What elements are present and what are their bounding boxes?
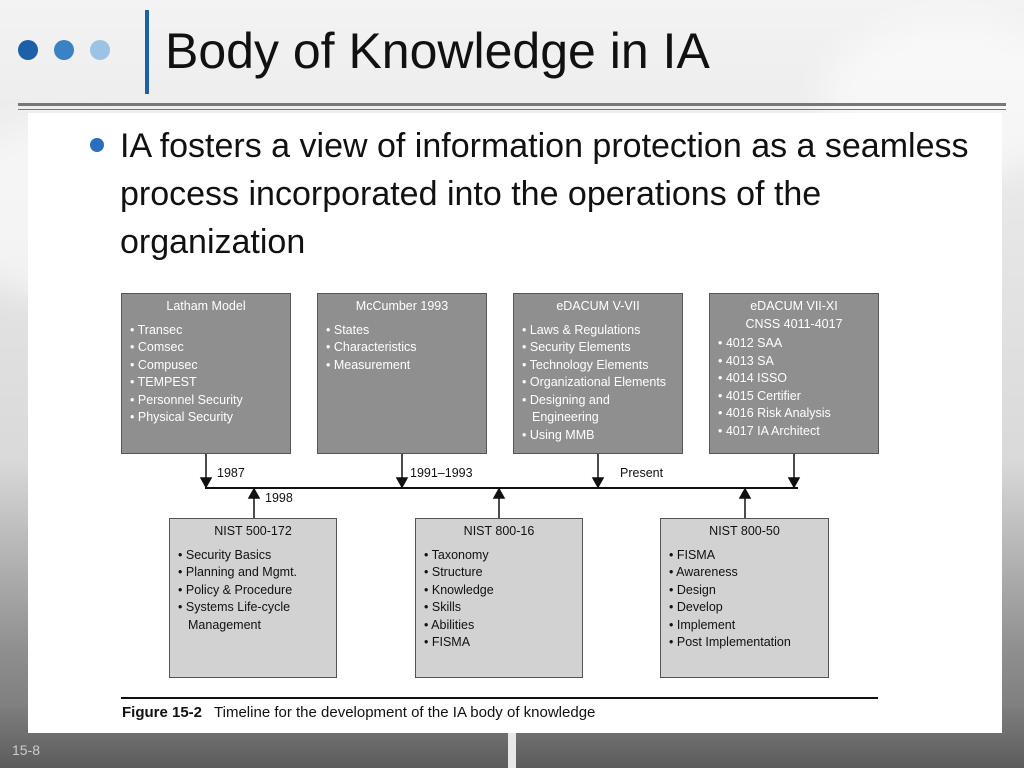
arrowhead — [740, 489, 750, 498]
list-item: • 4013 SA — [718, 353, 870, 371]
box-title: NIST 800-50 — [709, 524, 780, 538]
list-item: • TEMPEST — [130, 374, 282, 392]
list-item: • Policy & Procedure — [178, 582, 328, 600]
list-item: • Taxonomy — [424, 547, 574, 565]
box-item-list — [178, 547, 328, 635]
list-item: • States — [326, 322, 478, 340]
timeline-label-1991-1993: 1991–1993 — [410, 466, 473, 480]
list-item: • Planning and Mgmt. — [178, 564, 328, 582]
list-item: • Physical Security — [130, 409, 282, 427]
list-item: • Post Implementation — [669, 634, 820, 652]
list-item: • Design — [669, 582, 820, 600]
list-item: • Systems Life-cycle Management — [178, 599, 328, 634]
caption-rule — [121, 697, 878, 699]
figure-caption — [122, 704, 595, 721]
list-item: • 4014 ISSO — [718, 370, 870, 388]
caption-label: Figure 15-2 — [122, 704, 203, 721]
timeline-label-1987: 1987 — [217, 466, 245, 480]
list-item: • Security Basics — [178, 547, 328, 565]
box-title: McCumber 1993 — [355, 299, 449, 313]
arrowhead — [397, 478, 407, 487]
list-item: • Abilities — [424, 617, 574, 635]
slide-title: Body of Knowledge in IA — [165, 23, 710, 79]
list-item: • Using MMB — [522, 427, 674, 445]
box-title: NIST 800-16 — [463, 524, 535, 538]
box-title: Latham Model — [166, 299, 246, 313]
list-item: • Laws & Regulations — [522, 322, 674, 340]
list-item: • Designing and Engineering — [522, 392, 674, 427]
list-item: • 4017 IA Architect — [718, 423, 870, 441]
timeline-label-present: Present — [620, 466, 664, 480]
list-item: • 4016 Risk Analysis — [718, 405, 870, 423]
box-nist-800-16 — [415, 518, 583, 678]
arrowhead — [593, 478, 603, 487]
caption-text: Timeline for the development of the IA body of knowledge — [214, 704, 596, 721]
list-item: • 4012 SAA — [718, 335, 870, 353]
list-item: • Characteristics — [326, 339, 478, 357]
list-item: • Technology Elements — [522, 357, 674, 375]
list-item: • Structure — [424, 564, 574, 582]
timeline-label-1998: 1998 — [265, 491, 293, 505]
arrowhead — [249, 489, 259, 498]
arrowhead — [494, 489, 504, 498]
slide-number: 15-8 — [12, 742, 41, 758]
arrowhead — [201, 478, 211, 487]
list-item: • Skills — [424, 599, 574, 617]
list-item: • Organizational Elements — [522, 374, 674, 392]
list-item: • Implement — [669, 617, 820, 635]
bullet-text: IA fosters a view of information protection as a seamless process incorporated into the operations of the organization — [120, 127, 969, 261]
list-item: • Awareness — [669, 564, 820, 582]
box-title: eDACUM V-VII — [556, 299, 640, 313]
list-item: • Comsec — [130, 339, 282, 357]
box-nist-800-50 — [660, 518, 829, 678]
list-item: • 4015 Certifier — [718, 388, 870, 406]
box-item-list — [424, 547, 574, 652]
box-title: NIST 500-172 — [214, 524, 292, 538]
list-item: • FISMA — [424, 634, 574, 652]
list-item: • Develop — [669, 599, 820, 617]
arrowhead — [789, 478, 799, 487]
list-item: • Personnel Security — [130, 392, 282, 410]
list-item: • Transec — [130, 322, 282, 340]
list-item: • Security Elements — [522, 339, 674, 357]
list-item: • Measurement — [326, 357, 478, 375]
box-item-list — [669, 547, 820, 652]
box-nist-500-172 — [169, 518, 337, 678]
box-title: eDACUM VII-XI CNSS 4011-4017 — [745, 299, 843, 331]
list-item: • Compusec — [130, 357, 282, 375]
list-item: • Knowledge — [424, 582, 574, 600]
list-item: • FISMA — [669, 547, 820, 565]
